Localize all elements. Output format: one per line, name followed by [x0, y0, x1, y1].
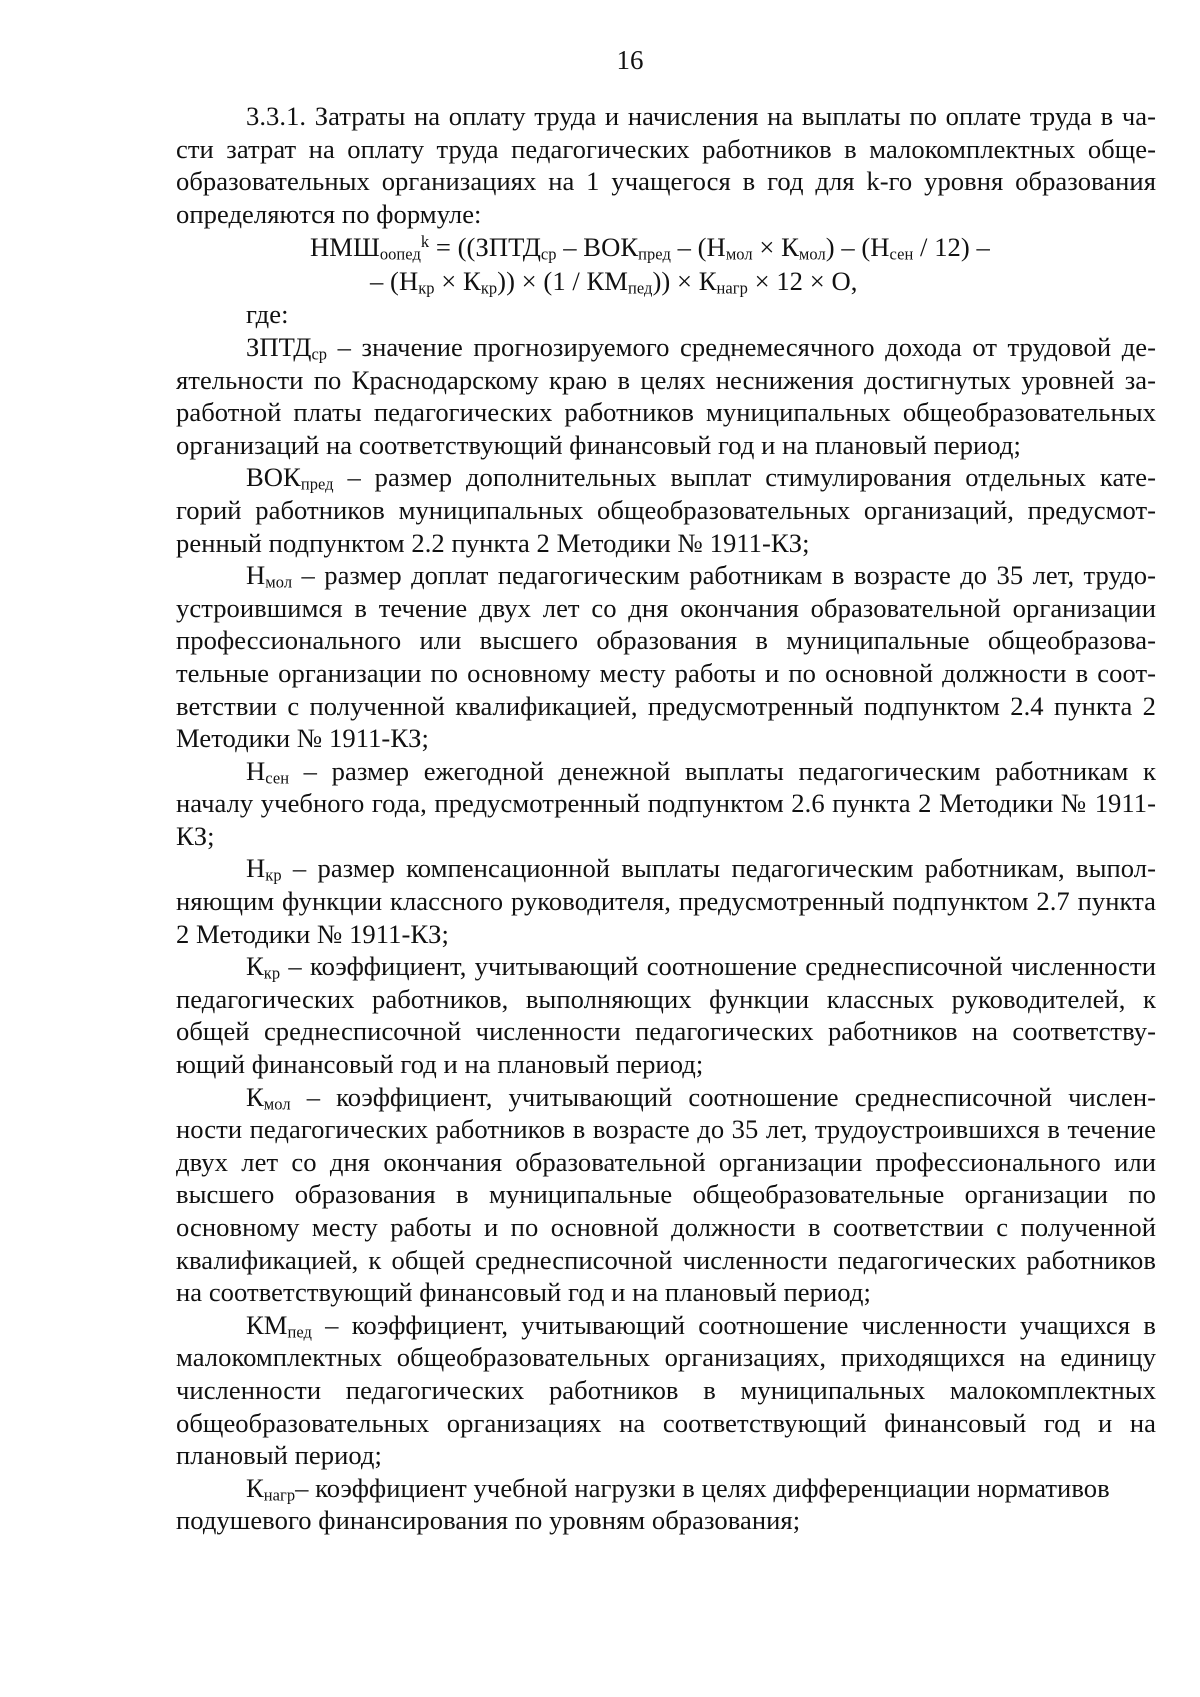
definition-subscript: сен	[265, 768, 290, 788]
definition-symbol: К	[246, 1081, 264, 1112]
page-number: 16	[616, 45, 644, 75]
formula-subscript: оопед	[379, 245, 421, 264]
formula-superscript: k	[420, 232, 430, 252]
definition-subscript: мол	[263, 1094, 291, 1114]
definition-subscript: нагр	[263, 1485, 296, 1505]
definition-subscript: мол	[265, 572, 293, 592]
definition-symbol: ЗПТД	[246, 331, 312, 362]
definition-paragraph	[176, 755, 1156, 853]
definition-paragraph	[176, 1309, 1156, 1472]
formula-term: НМШ	[310, 232, 380, 263]
formula-term: / 12) –	[913, 232, 990, 263]
formula-subscript: кр	[418, 279, 435, 298]
definition-paragraph	[176, 950, 1156, 1080]
definition-text: – коэффициент учебной нагрузки в целях дифференциации нормативов подушевого финансирования по уровням образования;	[176, 1472, 1110, 1536]
definition-paragraph	[176, 852, 1156, 950]
formula-term: × К	[752, 232, 799, 263]
definition-text: – коэффициент, учитывающий соотношение среднесписочной численности педагогических работников в возрасте до 35 лет, трудоустроившихся в течение двух лет со дня окончания образовательной организации профессионального или высшего образования в муниципальные общеобразовательные организации по основному месту работы и по основной должности в соответствии с полученной квалификацией, к общей среднесписочной численности педагогических работников на соответствующий финансовый год и на плановый период;	[176, 1081, 1156, 1308]
formula-term: )) × (1 / КМ	[497, 266, 629, 297]
formula-term: × К	[434, 266, 481, 297]
definition-subscript: пед	[287, 1322, 312, 1342]
formula-subscript: мол	[798, 245, 826, 264]
definition-symbol: Н	[246, 560, 266, 591]
definition-text: – коэффициент, учитывающий соотношение среднесписочной численности педагогических работников, выполняющих функции классных руководителей, к общей среднесписочной численности педагогических работников на соответствующий финансовый год и на плановый период;	[176, 951, 1156, 1080]
definition-symbol: КМ	[246, 1309, 288, 1340]
formula-line-1	[176, 230, 1156, 264]
formula-term: × 12 × О,	[747, 266, 858, 297]
definition-paragraph	[176, 461, 1156, 559]
definition-subscript: кр	[265, 866, 282, 886]
formula-subscript: нагр	[716, 279, 748, 298]
where-label: где:	[246, 299, 289, 330]
formula-term: = ((ЗПТД	[429, 232, 541, 263]
definition-symbol: Н	[246, 853, 266, 884]
definition-text: – размер ежегодной денежной выплаты педагогическим работникам к началу учебного года, предусмотренный подпунктом 2.6 пункта 2 Методики № 1911-КЗ;	[176, 755, 1156, 851]
formula-subscript: пред	[638, 245, 671, 264]
definition-paragraph	[176, 1472, 1156, 1537]
formula-subscript: кр	[480, 279, 498, 298]
definition-text: – размер доплат педагогическим работникам в возрасте до 35 лет, трудоустроившимся в течение двух лет со дня окончания образовательной организации профессионального или высшего образования в муниципальные общеобразовательные организации по основному месту работы и по основной должности в соответствии с полученной квалификацией, предусмотренный подпунктом 2.4 пункта 2 Методики № 1911-КЗ;	[176, 560, 1156, 754]
formula-term: – (Н	[370, 266, 419, 297]
section-paragraph: 3.3.1. Затраты на оплату труда и начисления на выплаты по оплате труда в части затрат на оплату труда педагогических работников в малокомплектных общеобразовательных организациях на 1 учащегося в год для k-го уровня образования определяются по формуле:	[176, 101, 1156, 229]
definition-symbol: К	[246, 951, 264, 982]
definition-text: – коэффициент, учитывающий соотношение численности учащихся в малокомплектных общеобразовательных организациях, приходящихся на единицу численности педагогических работников в муниципальных малокомплектных общеобразовательных организациях на соответствующий финансовый год и на плановый период;	[176, 1309, 1156, 1471]
document-body	[176, 100, 1156, 1537]
definition-subscript: ср	[311, 344, 328, 364]
definition-paragraph	[176, 559, 1156, 755]
definition-text: – размер компенсационной выплаты педагогическим работникам, выполняющим функции классного руководителя, предусмотренный подпунктом 2.7 пункта 2 Методики № 1911-КЗ;	[176, 853, 1156, 949]
definition-subscript: кр	[263, 963, 281, 983]
formula-term: )) × К	[652, 266, 717, 297]
formula-term: ) – (Н	[825, 232, 890, 263]
definition-paragraph	[176, 331, 1156, 461]
definition-symbol: К	[246, 1472, 264, 1503]
definition-symbol: ВОК	[246, 462, 301, 493]
formula-subscript: ср	[540, 245, 557, 264]
formula-line-2	[176, 264, 1156, 298]
definition-subscript: пред	[300, 474, 334, 494]
definition-paragraph	[176, 1081, 1156, 1309]
definition-symbol: Н	[246, 755, 266, 786]
definition-text: – размер дополнительных выплат стимулирования отдельных категорий работников муниципальных общеобразовательных организаций, предусмотренный подпунктом 2.2 пункта 2 Методики № 1911-КЗ;	[176, 462, 1156, 558]
formula-subscript: сен	[889, 245, 914, 264]
formula-subscript: мол	[725, 245, 753, 264]
definition-text: – значение прогнозируемого среднемесячного дохода от трудовой деятельности по Краснодарскому краю в целях неснижения достигнутых уровней заработной платы педагогических работников муниципальных общеобразовательных организаций на соответствующий финансовый год и на плановый период;	[176, 331, 1156, 460]
formula-subscript: пед	[628, 279, 653, 298]
formula-term: – ВОК	[556, 232, 639, 263]
formula-term: – (Н	[670, 232, 726, 263]
